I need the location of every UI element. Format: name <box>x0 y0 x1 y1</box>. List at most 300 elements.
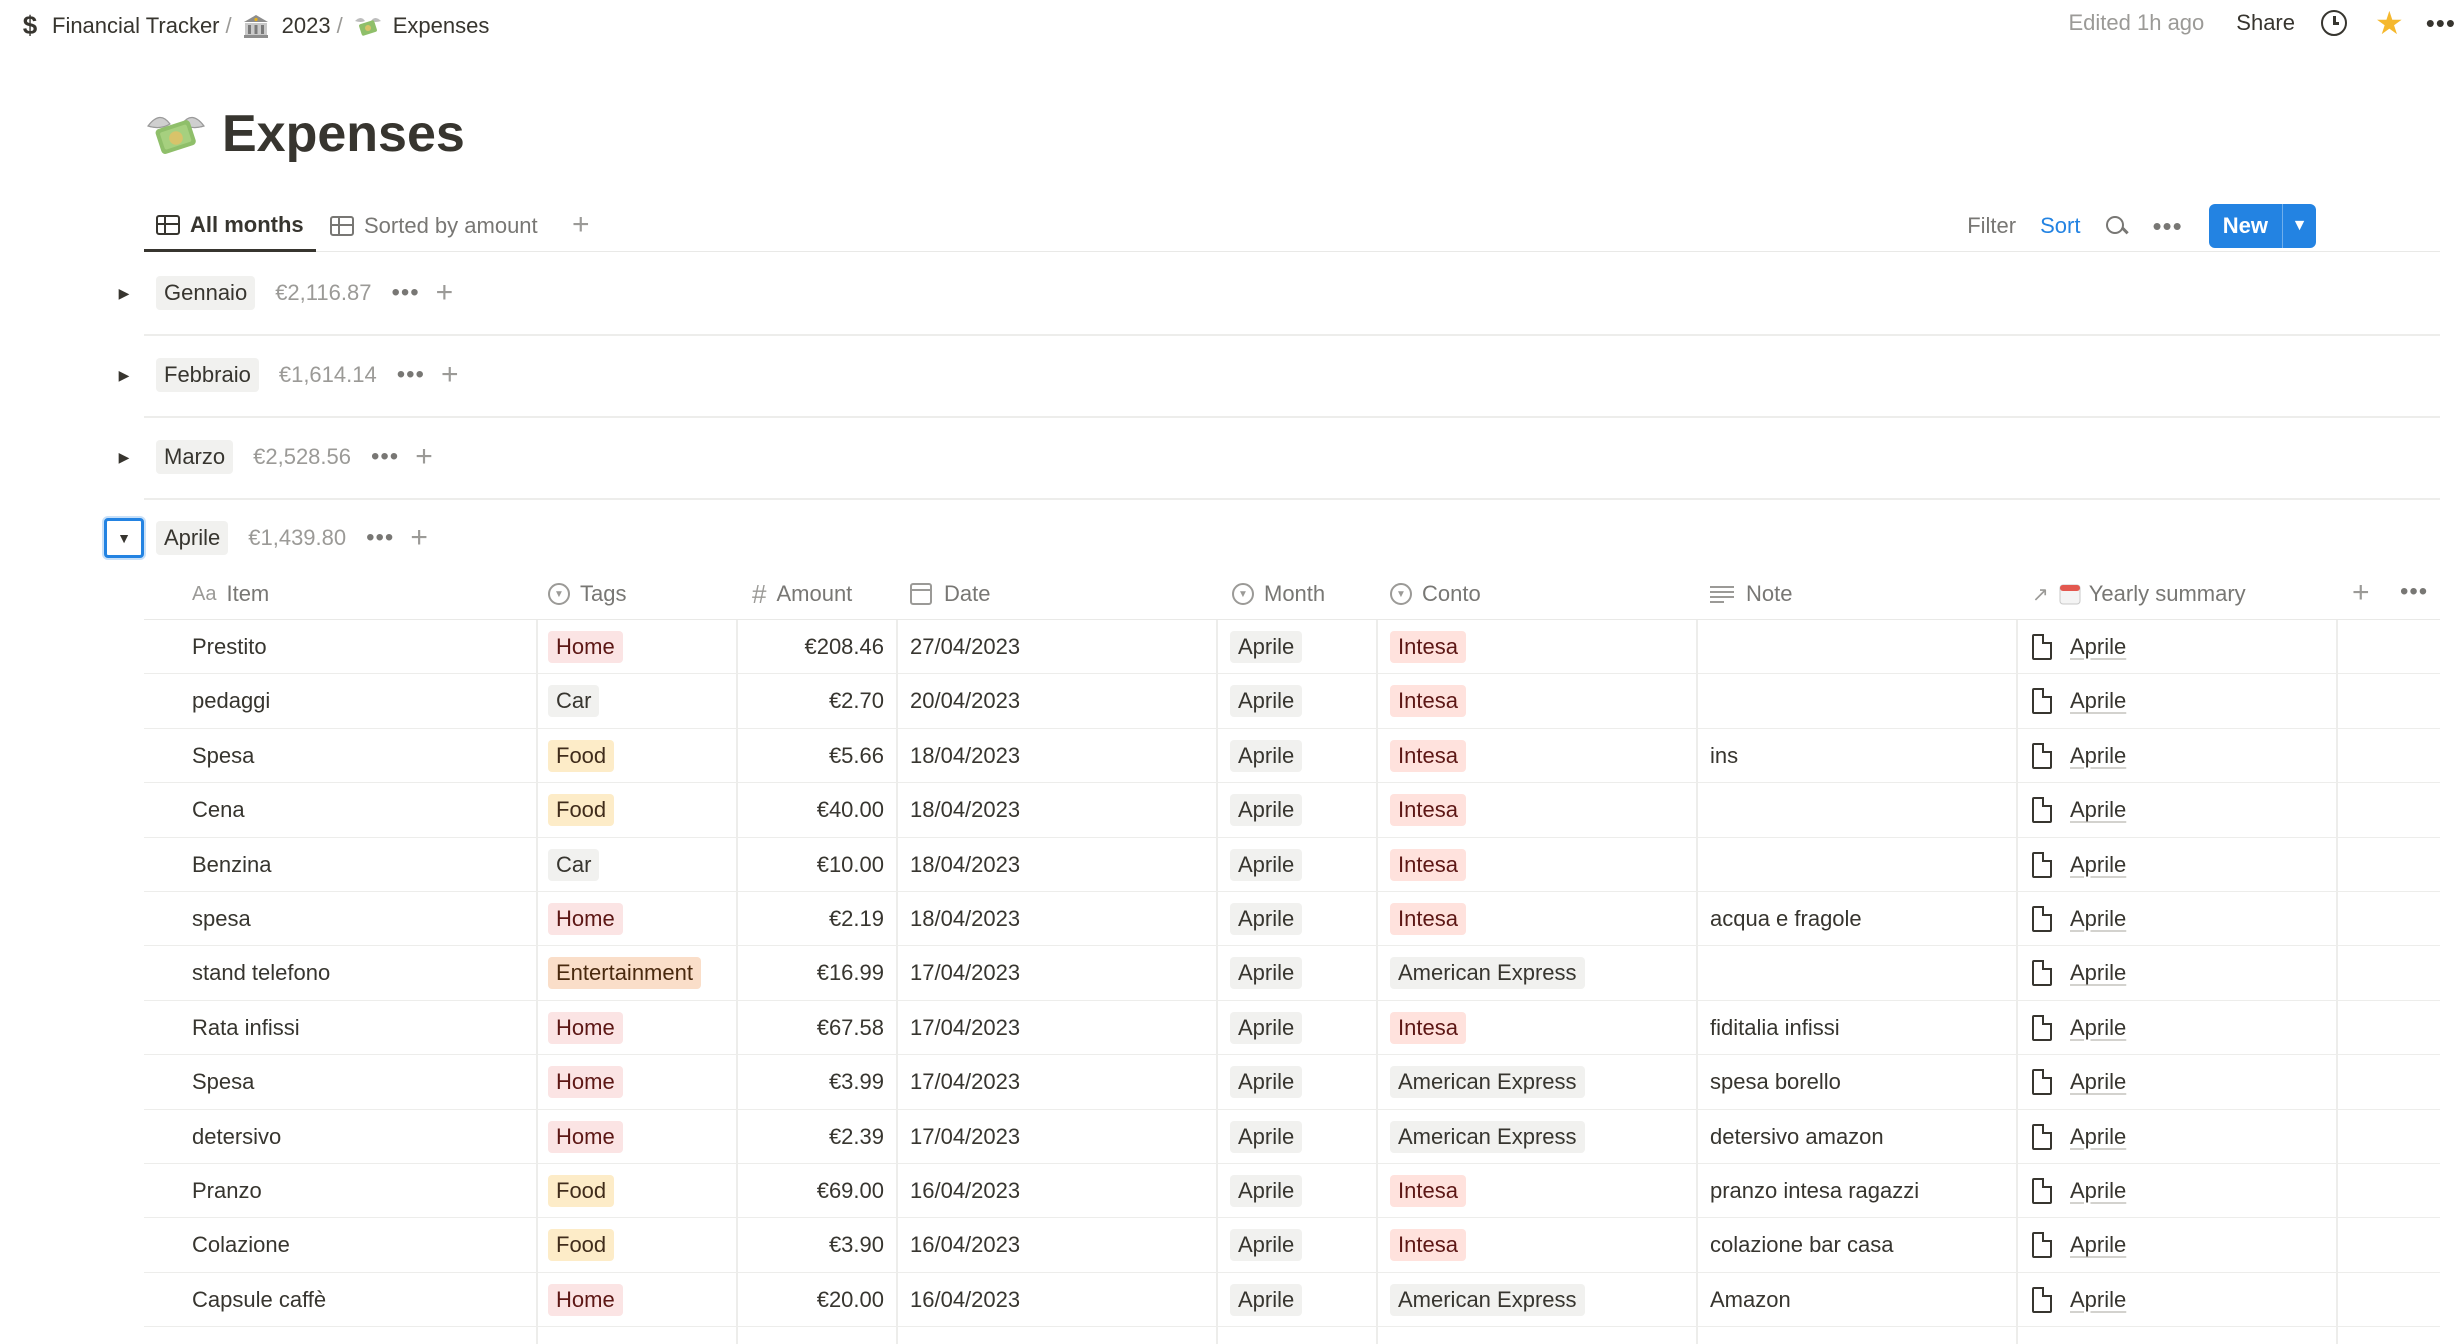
month-pill: Aprile <box>1230 631 1302 663</box>
add-icon[interactable]: + <box>440 358 459 391</box>
item-text: Spesa <box>192 1069 255 1095</box>
more-options-icon[interactable]: ••• <box>396 361 425 388</box>
item-text: Rata infissi <box>192 1014 300 1040</box>
column-header-note[interactable]: Note <box>1710 568 1792 620</box>
cell-date[interactable] <box>910 1273 1020 1327</box>
note-text: ins <box>1710 742 1739 768</box>
conto-pill: Intesa <box>1390 1229 1466 1261</box>
month-pill: Aprile <box>1230 740 1302 772</box>
group-label[interactable]: Marzo <box>156 440 233 474</box>
table-row[interactable] <box>144 1001 2440 1055</box>
cell-tag[interactable] <box>548 783 614 837</box>
table-row[interactable] <box>144 674 2440 728</box>
calendar-emoji-icon <box>2059 583 2081 605</box>
group-aprile <box>104 513 428 563</box>
conto-pill: American Express <box>1390 1284 1585 1316</box>
cell-yearly-summary[interactable] <box>2032 783 2126 837</box>
cell-item[interactable] <box>192 1110 281 1164</box>
amount-text: €40.00 <box>816 797 884 823</box>
cell-item[interactable] <box>192 1001 300 1055</box>
note-text: pranzo intesa ragazzi <box>1710 1177 1920 1203</box>
column-header-item[interactable]: Aa Item <box>192 581 270 606</box>
item-text: detersivo <box>192 1123 282 1149</box>
table-row[interactable] <box>144 1055 2440 1109</box>
conto-pill: Intesa <box>1390 794 1466 826</box>
more-options-icon[interactable]: ••• <box>2425 7 2456 38</box>
toggle-right-icon[interactable]: ▶ <box>118 366 130 383</box>
cell-yearly-summary[interactable] <box>2032 838 2126 892</box>
page-icon <box>2032 743 2052 769</box>
cell-yearly-summary[interactable] <box>2032 729 2126 783</box>
group-sum: €1,614.14 <box>278 362 377 387</box>
conto-pill: Intesa <box>1390 1012 1466 1044</box>
cell-amount[interactable] <box>744 1218 884 1272</box>
column-header-conto[interactable]: ▼ Conto <box>1390 568 1481 620</box>
more-options-icon[interactable]: ••• <box>371 443 400 470</box>
tag-pill: Entertainment <box>548 957 701 989</box>
cell-conto[interactable] <box>1390 729 1466 783</box>
amount-text: €69.00 <box>816 1177 884 1203</box>
group-marzo <box>104 432 433 482</box>
cell-date[interactable] <box>910 1110 1020 1164</box>
item-text: Spesa <box>192 742 255 768</box>
column-divider <box>2336 620 2338 1344</box>
cell-tag[interactable] <box>548 1218 614 1272</box>
table-row[interactable] <box>144 783 2440 837</box>
cell-month[interactable] <box>1230 674 1302 728</box>
relation-link[interactable]: Aprile <box>2070 1286 2127 1312</box>
toggle-right-icon[interactable]: ▶ <box>118 448 130 465</box>
page-title[interactable]: Expenses <box>222 105 465 163</box>
page-header <box>146 104 465 164</box>
column-divider <box>1696 620 1698 1344</box>
tag-pill: Home <box>548 903 623 935</box>
table-row[interactable] <box>144 1218 2440 1272</box>
page-icon <box>2032 1069 2052 1095</box>
column-header-date[interactable]: Date <box>910 568 990 620</box>
more-options-icon[interactable]: ••• <box>366 524 395 551</box>
item-text: Prestito <box>192 634 267 659</box>
date-text: 16/04/2023 <box>910 1286 1021 1312</box>
cell-tag[interactable] <box>548 729 614 783</box>
cell-note[interactable] <box>1710 1164 1919 1218</box>
item-text: Colazione <box>192 1232 290 1258</box>
month-pill: Aprile <box>1230 1229 1302 1261</box>
page-icon <box>2032 1232 2052 1258</box>
note-text: Amazon <box>1710 1286 1791 1312</box>
cell-yearly-summary[interactable] <box>2032 674 2126 728</box>
database-toolbar <box>1967 204 2316 248</box>
amount-text: €5.66 <box>828 742 884 768</box>
item-text: pedaggi <box>192 688 271 714</box>
item-text: Benzina <box>192 851 272 877</box>
number-property-icon: # <box>752 578 767 609</box>
table-body <box>144 620 2440 1327</box>
add-icon[interactable]: + <box>410 521 428 554</box>
more-options-icon[interactable]: ••• <box>2400 578 2429 605</box>
share-button[interactable]: Share <box>2236 10 2295 35</box>
month-pill: Aprile <box>1230 849 1302 881</box>
cell-date[interactable] <box>910 946 1020 1000</box>
column-header-tags[interactable]: ▼ Tags <box>548 568 626 620</box>
month-pill: Aprile <box>1230 1175 1302 1207</box>
cell-month[interactable] <box>1230 892 1302 946</box>
divider <box>144 498 2440 500</box>
amount-text: €10.00 <box>816 851 884 877</box>
conto-pill: Intesa <box>1390 685 1466 717</box>
month-pill: Aprile <box>1230 957 1302 989</box>
cell-yearly-summary[interactable] <box>2032 1218 2126 1272</box>
conto-pill: American Express <box>1390 1121 1585 1153</box>
tab-all-months[interactable]: All months <box>144 200 316 252</box>
select-property-icon: ▼ <box>1232 583 1254 605</box>
top-bar <box>0 0 2456 46</box>
history-clock-icon[interactable] <box>2321 10 2347 36</box>
money-wings-icon <box>353 13 383 39</box>
column-divider <box>536 620 538 1344</box>
cell-amount[interactable] <box>744 620 884 674</box>
month-pill: Aprile <box>1230 903 1302 935</box>
cell-yearly-summary[interactable] <box>2032 1001 2126 1055</box>
tag-pill: Home <box>548 1012 623 1044</box>
amount-text: €3.90 <box>828 1232 884 1258</box>
month-pill: Aprile <box>1230 1066 1302 1098</box>
column-divider <box>1376 620 1378 1344</box>
page-icon <box>2032 688 2052 714</box>
cell-date[interactable] <box>910 1055 1020 1109</box>
tag-pill: Food <box>548 1229 614 1261</box>
cell-date[interactable] <box>910 892 1020 946</box>
table-view-icon <box>156 215 180 235</box>
page-icon <box>2032 852 2052 878</box>
cell-tag[interactable] <box>548 1055 623 1109</box>
breadcrumb-item-2023[interactable]: 2023 <box>242 13 331 39</box>
calendar-icon <box>910 583 932 605</box>
amount-text: €3.99 <box>828 1069 884 1095</box>
amount-text: €2.70 <box>828 688 884 714</box>
cell-tag[interactable] <box>548 1164 614 1218</box>
cell-item[interactable] <box>192 1055 254 1109</box>
page-icon <box>2032 1124 2052 1150</box>
new-button[interactable] <box>2209 204 2316 248</box>
cell-conto[interactable] <box>1390 1110 1585 1164</box>
relation-link[interactable]: Aprile <box>2070 1069 2127 1095</box>
table-row[interactable] <box>144 946 2440 1000</box>
cell-yearly-summary[interactable] <box>2032 1110 2126 1164</box>
cell-item[interactable] <box>192 946 330 1000</box>
date-text: 18/04/2023 <box>910 742 1021 768</box>
item-text: Capsule caffè <box>192 1286 327 1312</box>
date-text: 18/04/2023 <box>910 905 1021 931</box>
cell-item[interactable] <box>192 1218 290 1272</box>
cell-note[interactable] <box>1710 1218 1893 1272</box>
group-label[interactable]: Febbraio <box>156 358 259 392</box>
page-icon <box>2032 1015 2052 1041</box>
table-header <box>144 568 2440 620</box>
cell-conto[interactable] <box>1390 838 1466 892</box>
cell-amount[interactable] <box>744 1164 884 1218</box>
more-options-icon[interactable]: ••• <box>2152 210 2183 241</box>
amount-text: €67.58 <box>816 1014 884 1040</box>
cell-note[interactable] <box>1710 1273 1791 1327</box>
amount-text: €16.99 <box>816 960 884 986</box>
add-view-button[interactable]: + <box>572 208 590 241</box>
text-lines-icon <box>1710 585 1734 603</box>
group-label[interactable]: Gennaio <box>156 276 255 310</box>
cell-note[interactable] <box>1710 892 1862 946</box>
cell-month[interactable] <box>1230 783 1302 837</box>
cell-tag[interactable] <box>548 838 599 892</box>
chevron-down-icon[interactable]: ▼ <box>2282 204 2316 248</box>
cell-conto[interactable] <box>1390 783 1466 837</box>
sort-button[interactable]: Sort <box>2040 213 2081 238</box>
cell-amount[interactable] <box>744 729 884 783</box>
tag-pill: Food <box>548 740 614 772</box>
cell-month[interactable] <box>1230 1218 1302 1272</box>
cell-conto[interactable] <box>1390 946 1585 1000</box>
table-row[interactable] <box>144 838 2440 892</box>
search-icon[interactable] <box>2104 214 2128 238</box>
group-sum: €2,528.56 <box>253 444 351 469</box>
amount-text: €20.00 <box>816 1286 884 1312</box>
column-divider <box>1216 620 1218 1344</box>
column-header-month[interactable]: ▼ Month <box>1232 568 1325 620</box>
cell-yearly-summary[interactable] <box>2032 620 2126 674</box>
table-row[interactable] <box>144 1273 2440 1327</box>
cell-yearly-summary[interactable] <box>2032 892 2126 946</box>
group-sum: €2,116.87 <box>275 280 372 305</box>
month-pill: Aprile <box>1230 1012 1302 1044</box>
conto-pill: American Express <box>1390 1066 1585 1098</box>
cell-month[interactable] <box>1230 838 1302 892</box>
amount-text: €2.19 <box>828 905 884 931</box>
date-text: 17/04/2023 <box>910 1014 1021 1040</box>
relation-link[interactable]: Aprile <box>2070 1123 2127 1149</box>
cell-item[interactable] <box>192 783 245 837</box>
note-text: detersivo amazon <box>1710 1123 1884 1149</box>
tag-pill: Food <box>548 794 614 826</box>
amount-text: €208.46 <box>804 634 884 659</box>
tag-pill: Food <box>548 1175 614 1207</box>
cell-tag[interactable] <box>548 1273 623 1327</box>
month-pill: Aprile <box>1230 685 1302 717</box>
page-icon <box>2032 797 2052 823</box>
relation-link[interactable]: Aprile <box>2070 905 2127 931</box>
cell-tag[interactable] <box>548 674 599 728</box>
cell-date[interactable] <box>910 1218 1020 1272</box>
cell-date[interactable] <box>910 838 1020 892</box>
cell-item[interactable] <box>192 674 270 728</box>
cell-date[interactable] <box>910 783 1020 837</box>
conto-pill: Intesa <box>1390 903 1466 935</box>
cell-date[interactable] <box>910 674 1020 728</box>
group-label[interactable]: Aprile <box>156 521 228 555</box>
cell-month[interactable] <box>1230 1055 1302 1109</box>
cell-item[interactable] <box>192 892 251 946</box>
cell-conto[interactable] <box>1390 892 1466 946</box>
cell-amount[interactable] <box>744 1055 884 1109</box>
edited-timestamp: Edited 1h ago <box>2068 10 2205 35</box>
note-text: fiditalia infissi <box>1710 1014 1840 1040</box>
relation-link[interactable]: Aprile <box>2070 634 2127 659</box>
date-text: 17/04/2023 <box>910 1123 1021 1149</box>
cell-date[interactable] <box>910 1001 1020 1055</box>
cell-conto[interactable] <box>1390 1273 1585 1327</box>
date-text: 20/04/2023 <box>910 688 1021 714</box>
tag-pill: Car <box>548 685 599 717</box>
note-text: acqua e fragole <box>1710 905 1862 931</box>
cell-tag[interactable] <box>548 1001 623 1055</box>
dollar-icon: $ <box>22 10 38 40</box>
cell-month[interactable] <box>1230 1164 1302 1218</box>
page-icon <box>2032 1178 2052 1204</box>
cell-item[interactable] <box>192 729 254 783</box>
cell-amount[interactable] <box>744 674 884 728</box>
item-text: spesa <box>192 905 251 931</box>
cell-item[interactable] <box>192 1164 262 1218</box>
item-text: Pranzo <box>192 1177 262 1203</box>
divider <box>144 334 2440 336</box>
cell-amount[interactable] <box>744 1110 884 1164</box>
breadcrumb-separator: / <box>336 12 343 38</box>
tag-pill: Car <box>548 849 599 881</box>
page-icon <box>2032 906 2052 932</box>
relation-link[interactable]: Aprile <box>2070 851 2127 877</box>
text-property-icon: Aa <box>192 582 217 605</box>
cell-amount[interactable] <box>744 892 884 946</box>
more-options-icon[interactable]: ••• <box>391 279 420 306</box>
new-button-label[interactable]: New <box>2222 213 2268 238</box>
add-icon[interactable]: + <box>435 276 454 309</box>
cell-yearly-summary[interactable] <box>2032 946 2126 1000</box>
cell-note[interactable] <box>1710 1055 1841 1109</box>
note-text: colazione bar casa <box>1710 1232 1894 1258</box>
breadcrumb <box>16 10 489 41</box>
cell-conto[interactable] <box>1390 620 1466 674</box>
column-header-yearly-summary[interactable]: ↗ Yearly summary <box>2032 581 2246 606</box>
page-icon <box>2032 960 2052 986</box>
favorite-star-icon[interactable]: ★ <box>2375 5 2404 41</box>
cell-month[interactable] <box>1230 729 1302 783</box>
tag-pill: Home <box>548 631 623 663</box>
cell-date[interactable] <box>910 620 1020 674</box>
toggle-down-icon[interactable]: ▼ <box>104 518 144 558</box>
relation-link[interactable]: Aprile <box>2070 797 2127 823</box>
cell-item[interactable] <box>192 620 267 674</box>
date-text: 18/04/2023 <box>910 851 1021 877</box>
bank-icon <box>242 13 270 39</box>
money-wings-icon[interactable] <box>146 106 206 162</box>
cell-amount[interactable] <box>744 1273 884 1327</box>
cell-conto[interactable] <box>1390 1218 1466 1272</box>
relation-link[interactable]: Aprile <box>2070 688 2127 714</box>
date-text: 17/04/2023 <box>910 1069 1021 1095</box>
group-sum: €1,439.80 <box>248 525 347 550</box>
item-text: stand telefono <box>192 960 331 986</box>
note-text: spesa borello <box>1710 1069 1841 1095</box>
cell-yearly-summary[interactable] <box>2032 1164 2126 1218</box>
cell-note[interactable] <box>1710 729 1738 783</box>
table-view-icon <box>330 216 354 236</box>
toggle-right-icon[interactable]: ▶ <box>118 284 130 301</box>
cell-tag[interactable] <box>548 946 701 1000</box>
cell-conto[interactable] <box>1390 1164 1466 1218</box>
cell-month[interactable] <box>1230 620 1302 674</box>
cell-amount[interactable] <box>744 946 884 1000</box>
divider <box>144 416 2440 418</box>
relation-arrow-icon: ↗ <box>2032 583 2049 606</box>
cell-tag[interactable] <box>548 892 623 946</box>
cell-yearly-summary[interactable] <box>2032 1273 2126 1327</box>
add-column-icon[interactable]: + <box>2352 576 2370 609</box>
cell-amount[interactable] <box>744 838 884 892</box>
group-gennaio <box>104 268 453 318</box>
breadcrumb-item-expenses[interactable]: Expenses <box>353 13 490 39</box>
cell-date[interactable] <box>910 1164 1020 1218</box>
cell-conto[interactable] <box>1390 1055 1585 1109</box>
relation-link[interactable]: Aprile <box>2070 742 2127 768</box>
table-row[interactable] <box>144 1110 2440 1164</box>
relation-link[interactable]: Aprile <box>2070 1014 2127 1040</box>
relation-link[interactable]: Aprile <box>2070 1232 2127 1258</box>
cell-item[interactable] <box>192 838 272 892</box>
cell-month[interactable] <box>1230 1110 1302 1164</box>
conto-pill: Intesa <box>1390 849 1466 881</box>
cell-item[interactable] <box>192 1273 326 1327</box>
cell-note[interactable] <box>1710 1110 1884 1164</box>
cell-tag[interactable] <box>548 620 623 674</box>
date-text: 16/04/2023 <box>910 1177 1021 1203</box>
tab-sorted-by-amount[interactable]: Sorted by amount <box>318 200 550 252</box>
tag-pill: Home <box>548 1121 623 1153</box>
expenses-table <box>144 568 2440 1327</box>
table-row[interactable] <box>144 620 2440 674</box>
column-divider <box>896 620 898 1344</box>
cell-amount[interactable] <box>744 783 884 837</box>
date-text: 17/04/2023 <box>910 960 1021 986</box>
relation-link[interactable]: Aprile <box>2070 960 2127 986</box>
breadcrumb-item-financial-tracker[interactable]: $ Financial Tracker <box>16 10 220 41</box>
add-icon[interactable]: + <box>415 440 433 473</box>
top-right-actions <box>2068 5 2456 41</box>
view-tabs-bar <box>144 200 2440 252</box>
column-divider <box>736 620 738 1344</box>
table-row[interactable] <box>144 729 2440 783</box>
cell-conto[interactable] <box>1390 674 1466 728</box>
cell-date[interactable] <box>910 729 1020 783</box>
cell-month[interactable] <box>1230 1273 1302 1327</box>
page-icon <box>2032 634 2052 660</box>
select-property-icon: ▼ <box>1390 583 1412 605</box>
month-pill: Aprile <box>1230 1284 1302 1316</box>
group-febbraio <box>104 350 458 400</box>
table-row[interactable] <box>144 892 2440 946</box>
cell-amount[interactable] <box>744 1001 884 1055</box>
tag-pill: Home <box>548 1284 623 1316</box>
table-row[interactable] <box>144 1164 2440 1218</box>
cell-yearly-summary[interactable] <box>2032 1055 2126 1109</box>
column-header-amount[interactable]: # Amount <box>752 578 853 609</box>
cell-note[interactable] <box>1710 1001 1840 1055</box>
conto-pill: Intesa <box>1390 740 1466 772</box>
relation-link[interactable]: Aprile <box>2070 1177 2127 1203</box>
cell-month[interactable] <box>1230 1001 1302 1055</box>
select-property-icon: ▼ <box>548 583 570 605</box>
cell-month[interactable] <box>1230 946 1302 1000</box>
cell-conto[interactable] <box>1390 1001 1466 1055</box>
filter-button[interactable]: Filter <box>1967 213 2017 238</box>
cell-tag[interactable] <box>548 1110 623 1164</box>
